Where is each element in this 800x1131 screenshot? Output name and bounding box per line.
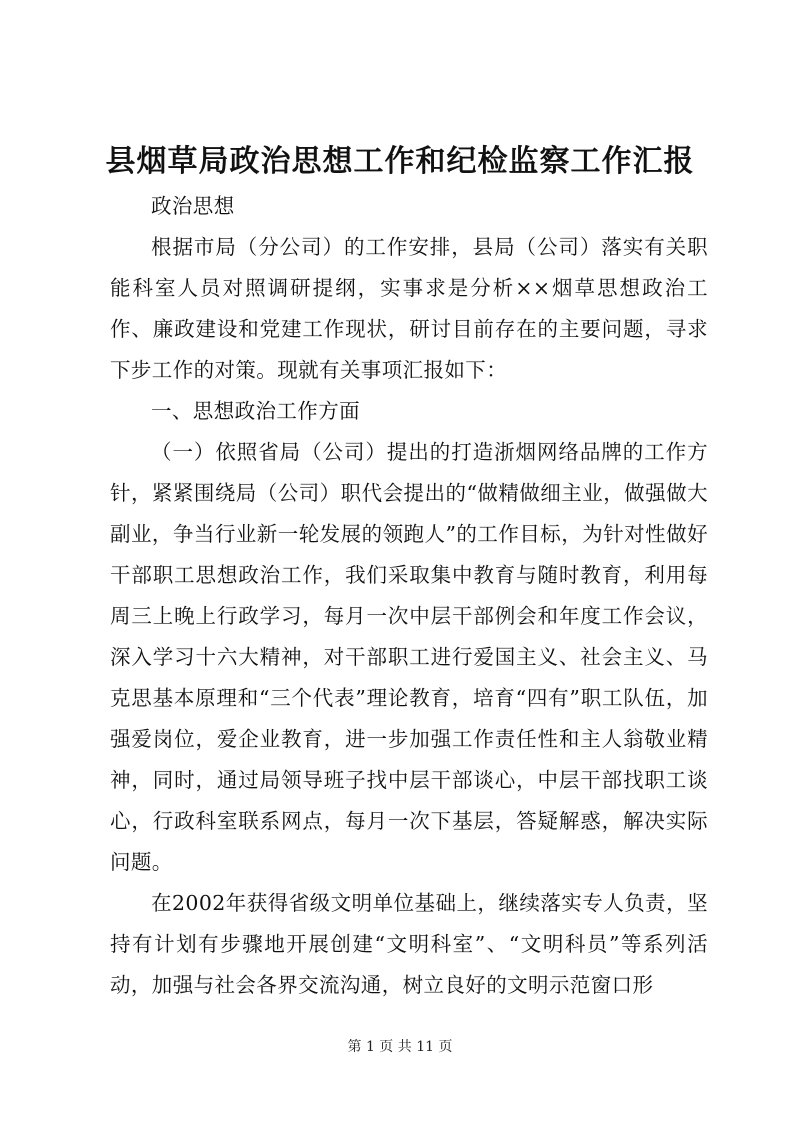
document-body (110, 186, 708, 1006)
page-footer: 第 1 页 共 11 页 (347, 1039, 453, 1055)
intro-paragraph: 根据市局（分公司）的工作安排，县局（公司）落实有关职能科室人员对照调研提纲，实事求是分析××烟草思想政治工作、廉政建设和党建工作现状，研讨目前存在的主要问题，寻求下步工作的对策。现就有关事项汇报如下： (110, 235, 708, 382)
subsection-paragraph-1: （一）依照省局（公司）提出的打造浙烟网络品牌的工作方针，紧紧围绕局（公司）职代会提出的“做精做细主业，做强做大副业，争当行业新一轮发展的领跑人”的工作目标，为针对性做好干部职工思想政治工作，我们采取集中教育与随时教育，利用每周三上晚上行政学习，每月一次中层干部例会和年度工作会议，深入学习十六大精神，对干部职工进行爱国主义、社会主义、马克思基本原理和“三个代表”理论教育，培育“四有”职工队伍，加强爱岗位，爱企业教育，进一步加强工作责任性和主人翁敬业精神，同时，通过局领导班子找中层干部谈心，中层干部找职工谈心，行政科室联系网点，每月一次下基层，答疑解惑，解决实际问题。 (110, 440, 708, 874)
section-heading-political-thought: 政治思想 (151, 194, 235, 218)
section-heading-ideological-work: 一、思想政治工作方面 (151, 399, 360, 423)
document-title: 县烟草局政治思想工作和纪检监察工作汇报 (105, 144, 695, 179)
civilization-unit-paragraph: 在2002年获得省级文明单位基础上，继续落实专人负责，坚持有计划有步骤地开展创建“文明科室”、“文明科员”等系列活动，加强与社会各界交流沟通，树立良好的文明示范窗口形 (110, 891, 708, 997)
